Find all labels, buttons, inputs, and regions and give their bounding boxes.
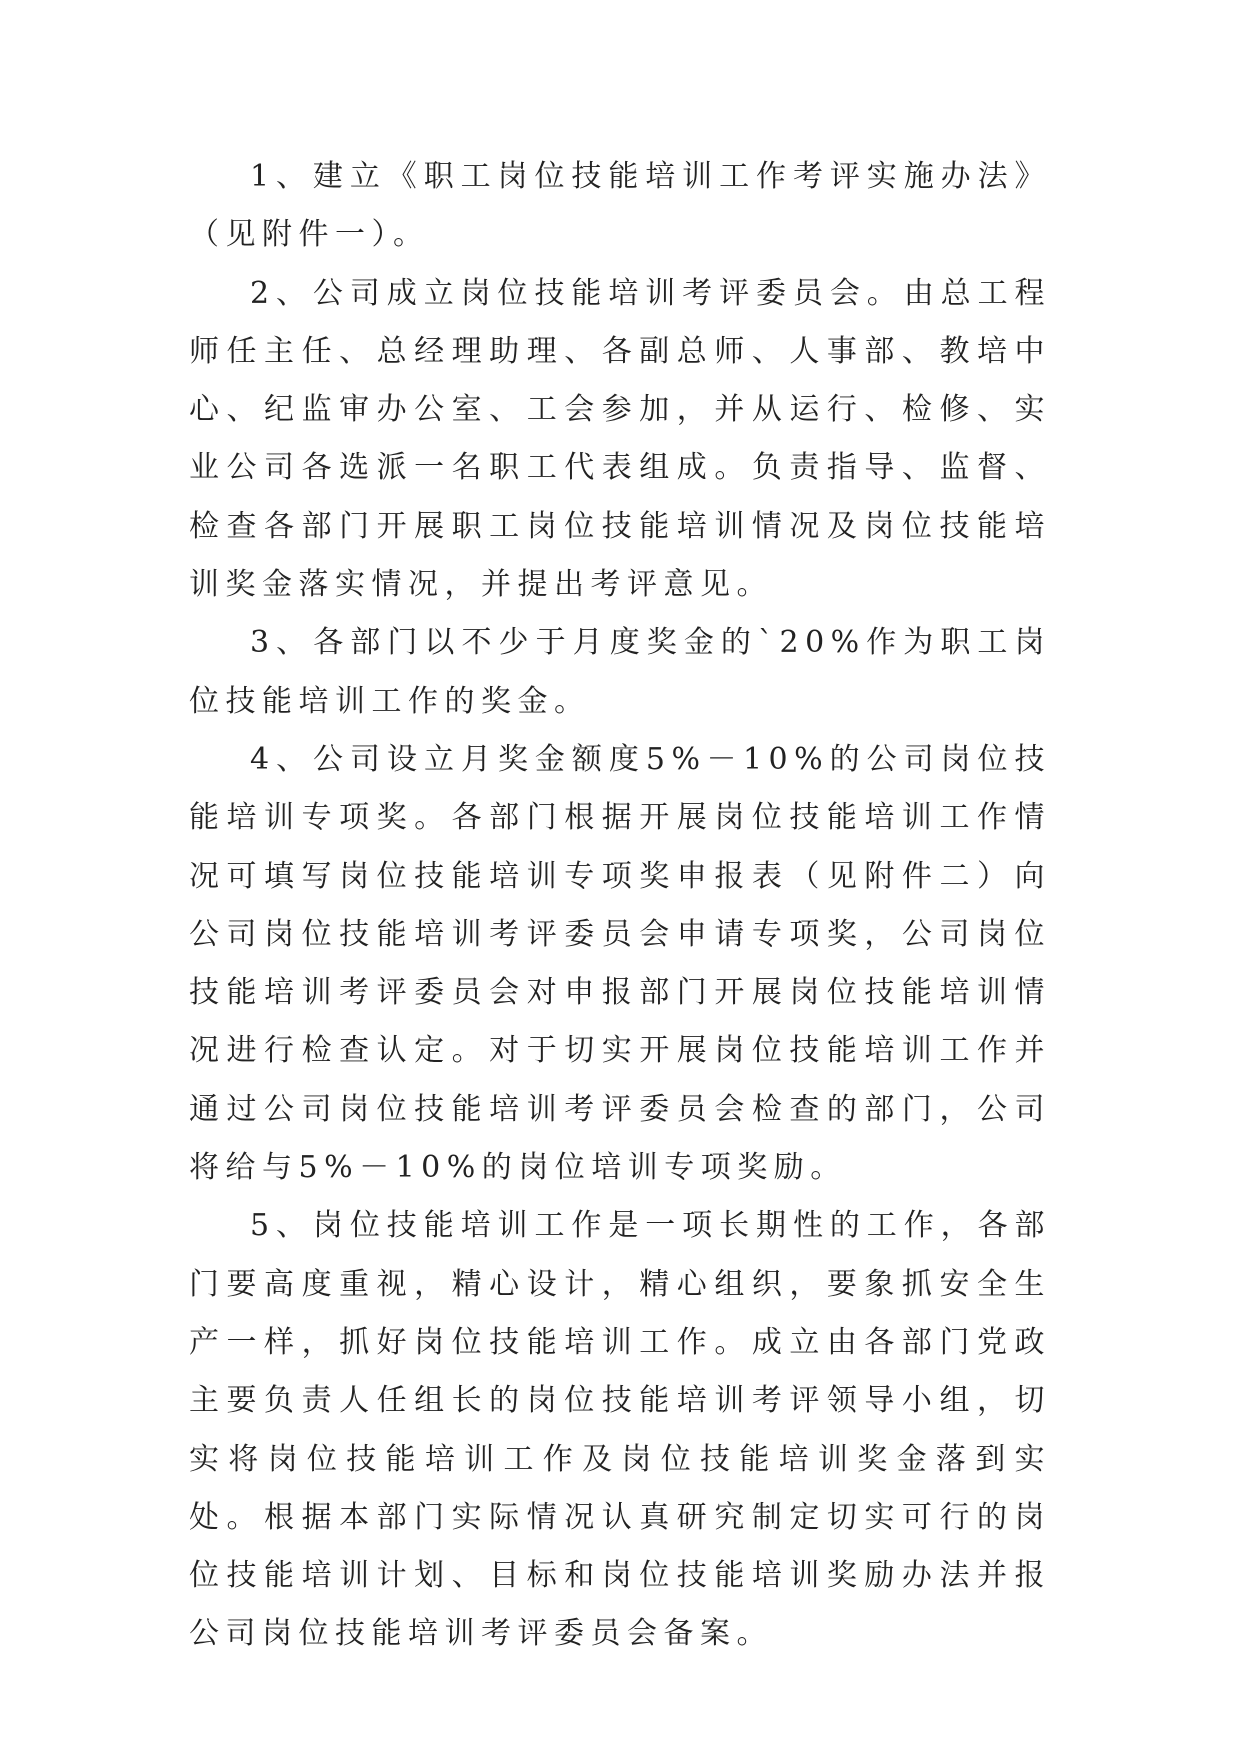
paragraph-item-1: 1、建立《职工岗位技能培训工作考评实施办法》（见附件一）。: [189, 159, 1051, 253]
paragraph-item-4: 4、公司设立月奖金额度5%－10%的公司岗位技能培训专项奖。各部门根据开展岗位技能培训工作情况可填写岗位技能培训专项奖申报表（见附件二）向公司岗位技能培训考评委员会申请专项奖，公司岗位技能培训考评委员会对申报部门开展岗位技能培训情况进行检查认定。对于切实开展岗位技能培训工作并通过公司岗位技能培训考评委员会检查的部门，公司将给与5%－10%的岗位培训专项奖励。: [189, 741, 1051, 1186]
paragraph-item-3: 3、各部门以不少于月度奖金的`20%作为职工岗位技能培训工作的奖金。: [189, 625, 1051, 719]
paragraph-item-5: 5、岗位技能培训工作是一项长期性的工作，各部门要高度重视，精心设计，精心组织，要象抓安全生产一样，抓好岗位技能培训工作。成立由各部门党政主要负责人任组长的岗位技能培训考评领导小组，切实将岗位技能培训工作及岗位技能培训奖金落到实处。根据本部门实际情况认真研究制定切实可行的岗位技能培训计划、目标和岗位技能培训奖励办法并报公司岗位技能培训考评委员会备案。: [189, 1208, 1051, 1652]
paragraph-item-2: 2、公司成立岗位技能培训考评委员会。由总工程师任主任、总经理助理、各副总师、人事部、教培中心、纪监审办公室、工会参加，并从运行、检修、实业公司各选派一名职工代表组成。负责指导、监督、检查各部门开展职工岗位技能培训情况及岗位技能培训奖金落实情况，并提出考评意见。: [189, 275, 1051, 603]
document-body: [189, 148, 1051, 1664]
